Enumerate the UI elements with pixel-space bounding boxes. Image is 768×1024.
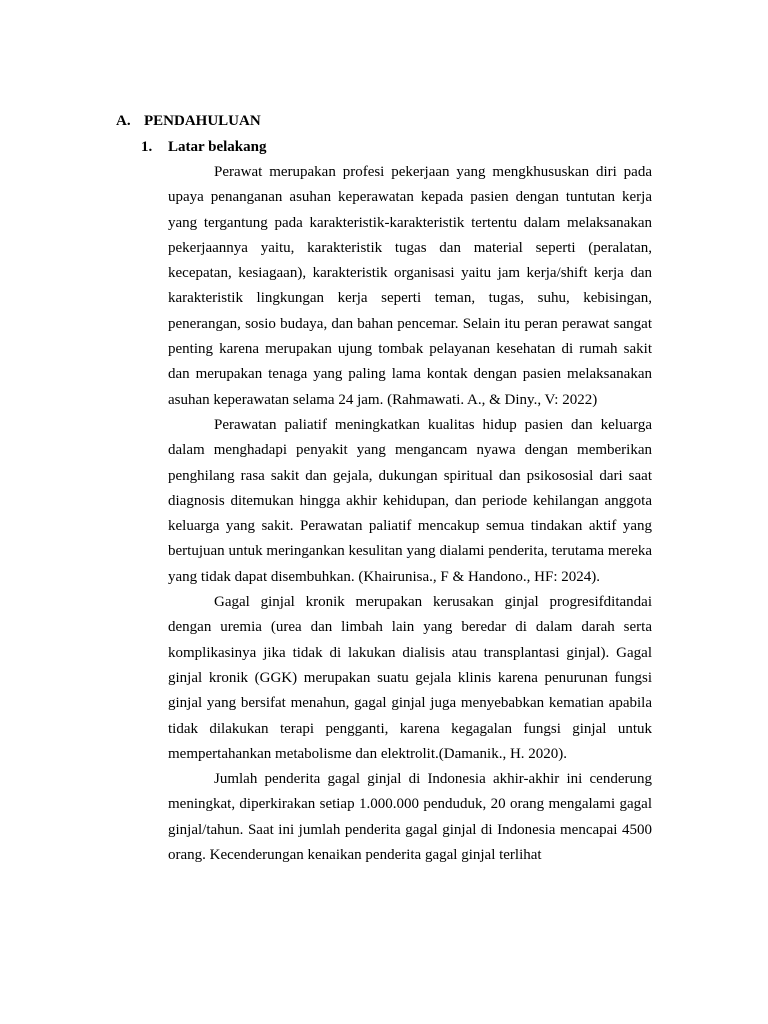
- subsection-title: Latar belakang: [168, 139, 267, 155]
- paragraph-gagal-ginjal: Gagal ginjal kronik merupakan kerusakan ginjal progresifditandai dengan uremia (urea dan limbah lain yang beredar di dalam darah serta komplikasinya jika tidak di lakukan dialisis atau transplantasi ginjal). Gagal ginjal kronik (GGK) merupakan suatu gejala klinis karena penurunan fungsi ginjal yang bersifat menahun, gagal ginjal juga menyebabkan kematian apabila tidak dilakukan terapi pengganti, karena kegagalan fungsi ginjal untuk mempertahankan metabolisme dan elektrolit.(Damanik., H. 2020).: [168, 594, 652, 762]
- subsection-heading: [141, 137, 267, 157]
- paragraph-jumlah-penderita: Jumlah penderita gagal ginjal di Indonesia akhir-akhir ini cenderung meningkat, diperkirakan setiap 1.000.000 penduduk, 20 orang mengalami gagal ginjal/tahun. Saat ini jumlah penderita gagal ginjal di Indonesia mencapai 4500 orang. Kecenderungan kenaikan penderita gagal ginjal terlihat: [168, 771, 652, 864]
- section-letter: A.: [116, 113, 131, 129]
- subsection-number: 1.: [141, 139, 153, 155]
- section-title: PENDAHULUAN: [144, 113, 261, 129]
- body-text: [168, 160, 652, 868]
- paragraph-perawat: Perawat merupakan profesi pekerjaan yang mengkhususkan diri pada upaya penanganan asuhan keperawatan kepada pasien dengan tuntutan kerja yang tergantung pada karakteristik-karakteristik tertentu dalam melaksanakan pekerjaannya yaitu, karakteristik tugas dan material seperti (peralatan, kecepatan, kesiagaan), karakteristik organisasi yaitu jam kerja/shift kerja dan karakteristik lingkungan kerja seperti teman, tugas, suhu, kebisingan, penerangan, sosio budaya, dan bahan pencemar. Selain itu peran perawat sangat penting karena merupakan ujung tombak pelayanan kesehatan di rumah sakit dan merupakan tenaga yang paling lama kontak dengan pasien melaksanakan asuhan keperawatan selama 24 jam. (Rahmawati. A., & Diny., V: 2022): [168, 164, 652, 408]
- paragraph-paliatif: Perawatan paliatif meningkatkan kualitas hidup pasien dan keluarga dalam menghadapi penyakit yang mengancam nyawa dengan memberikan penghilang rasa sakit dan gejala, dukungan spiritual dan psikososial dari saat diagnosis ditemukan hingga akhir kehidupan, dan periode kehilangan anggota keluarga yang sakit. Perawatan paliatif mencakup semua tindakan aktif yang bertujuan untuk meringankan kesulitan yang dialami penderita, terutama mereka yang tidak dapat disembuhkan. (Khairunisa., F & Handono., HF: 2024).: [168, 416, 652, 585]
- section-heading: [116, 111, 261, 131]
